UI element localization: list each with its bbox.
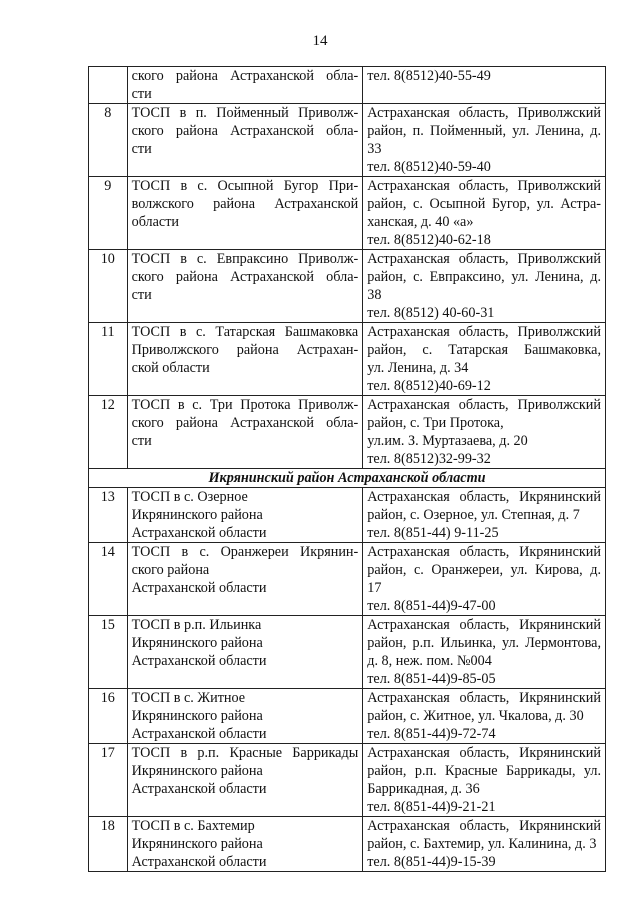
office-name-line: ского района Астраханской обла- — [131, 68, 359, 84]
office-name-line: области — [131, 214, 180, 230]
row-number: 9 — [89, 177, 128, 250]
office-name-line: Икрянинского района — [131, 708, 263, 724]
row-number: 10 — [89, 250, 128, 323]
table-body-top — [89, 67, 606, 469]
address-line: тел. 8(851-44)9-47-00 — [367, 598, 496, 614]
row-number — [89, 67, 128, 104]
address-line: д. 8, неж. пом. №004 — [367, 653, 492, 669]
office-name-line: ТОСП в р.п. Красные Баррикады — [131, 745, 359, 761]
table-row — [89, 250, 606, 323]
address-cell — [363, 250, 606, 323]
page-number: 14 — [312, 33, 328, 49]
office-name-cell — [127, 488, 363, 543]
address-line: район, п. Пойменный, ул. Ленина, д. — [367, 123, 601, 139]
address-line: Астраханская область, Приволжский — [367, 251, 601, 267]
address-line: ханская, д. 40 «а» — [367, 214, 474, 230]
row-number: 18 — [89, 817, 128, 872]
row-number: 16 — [89, 689, 128, 744]
address-line: тел. 8(8512)40-59-40 — [367, 159, 491, 175]
office-name-line: Астраханской области — [131, 854, 267, 870]
office-name-line: ского района — [131, 562, 210, 578]
section-title: Икрянинский район Астраханской области — [89, 469, 606, 488]
table-body-bottom — [89, 488, 606, 872]
office-name-line: ТОСП в с. Озерное — [131, 489, 248, 505]
address-cell — [363, 616, 606, 689]
row-number: 11 — [89, 323, 128, 396]
address-line: тел. 8(851-44)9-21-21 — [367, 799, 496, 815]
office-name-line: Икрянинского района — [131, 763, 263, 779]
address-line: тел. 8(8512)40-69-12 — [367, 378, 491, 394]
table-row — [89, 543, 606, 616]
address-line: тел. 8(8512)32-99-32 — [367, 451, 491, 467]
table-row — [89, 104, 606, 177]
table-row — [89, 488, 606, 543]
address-line: Астраханская область, Приволжский — [367, 178, 601, 194]
address-line: Астраханская область, Икрянинский — [367, 617, 601, 633]
office-name-line: Астраханской области — [131, 525, 267, 541]
address-line: тел. 8(851-44)9-15-39 — [367, 854, 496, 870]
address-line: тел. 8(851-44)9-85-05 — [367, 671, 496, 687]
tosp-table — [88, 66, 606, 872]
office-name-cell — [127, 396, 363, 469]
office-name-line: Икрянинского района — [131, 635, 263, 651]
office-name-cell — [127, 689, 363, 744]
office-name-cell — [127, 744, 363, 817]
address-line: район, с. Оранжереи, ул. Кирова, д. — [367, 562, 601, 578]
office-name-line: ТОСП в с. Осыпной Бугор При- — [131, 178, 359, 194]
address-line: Астраханская область, Икрянинский — [367, 690, 601, 706]
office-name-line: Икрянинского района — [131, 836, 263, 852]
address-cell — [363, 67, 606, 104]
address-cell — [363, 817, 606, 872]
office-name-line: сти — [131, 86, 152, 102]
office-name-line: ского района Астраханской обла- — [131, 415, 359, 431]
office-name-cell — [127, 177, 363, 250]
office-name-line: ТОСП в с. Татарская Башмаковка — [131, 324, 359, 340]
address-line: Астраханская область, Икрянинский — [367, 818, 601, 834]
address-line: тел. 8(8512)40-55-49 — [367, 68, 491, 84]
office-name-line: Астраханской области — [131, 726, 267, 742]
address-line: 33 — [367, 141, 382, 157]
address-cell — [363, 488, 606, 543]
address-line: тел. 8(8512)40-62-18 — [367, 232, 491, 248]
office-name-line: волжского района Астраханской — [131, 196, 359, 212]
address-line: район, р.п. Красные Баррикады, ул. — [367, 763, 601, 779]
office-name-line: ТОСП в с. Оранжереи Икрянин- — [131, 544, 359, 560]
address-cell — [363, 396, 606, 469]
office-name-cell — [127, 104, 363, 177]
office-name-line: сти — [131, 287, 152, 303]
address-line: район, с. Житное, ул. Чкалова, д. 30 — [367, 708, 584, 724]
section-row — [89, 469, 606, 488]
address-cell — [363, 744, 606, 817]
address-line: тел. 8(8512) 40-60-31 — [367, 305, 495, 321]
row-number: 17 — [89, 744, 128, 817]
address-line: район, с. Татарская Башмаковка, — [367, 342, 601, 358]
office-name-cell — [127, 543, 363, 616]
office-name-cell — [127, 817, 363, 872]
address-line: ул. Ленина, д. 34 — [367, 360, 469, 376]
address-line: тел. 8(851-44) 9-11-25 — [367, 525, 499, 541]
office-name-cell — [127, 67, 363, 104]
office-name-cell — [127, 323, 363, 396]
table-row — [89, 396, 606, 469]
office-name-line: ТОСП в р.п. Ильинка — [131, 617, 262, 633]
office-name-line: ского района Астраханской обла- — [131, 269, 359, 285]
address-line: район, с. Три Протока, — [367, 415, 504, 431]
office-name-line: сти — [131, 433, 152, 449]
address-line: Астраханская область, Приволжский — [367, 397, 601, 413]
row-number: 12 — [89, 396, 128, 469]
address-line: район, р.п. Ильинка, ул. Лермонтова, — [367, 635, 601, 651]
table-row — [89, 177, 606, 250]
office-name-line: сти — [131, 141, 152, 157]
address-line: Астраханская область, Икрянинский — [367, 544, 601, 560]
office-name-line: Астраханской области — [131, 653, 267, 669]
address-line: 38 — [367, 287, 382, 303]
table-row — [89, 744, 606, 817]
address-line: Астраханская область, Икрянинский — [367, 745, 601, 761]
address-cell — [363, 689, 606, 744]
address-line: Астраханская область, Икрянинский — [367, 489, 601, 505]
row-number: 14 — [89, 543, 128, 616]
office-name-line: ТОСП в п. Пойменный Приволж- — [131, 105, 359, 121]
address-line: тел. 8(851-44)9-72-74 — [367, 726, 496, 742]
office-name-line: Астраханской области — [131, 781, 267, 797]
table-row — [89, 817, 606, 872]
address-line: район, с. Евпраксино, ул. Ленина, д. — [367, 269, 601, 285]
address-line: 17 — [367, 580, 382, 596]
office-name-line: ТОСП в с. Три Протока Приволж- — [131, 397, 359, 413]
table-row — [89, 616, 606, 689]
table-row — [89, 689, 606, 744]
office-name-line: Астраханской области — [131, 580, 267, 596]
office-name-line: Приволжского района Астрахан- — [131, 342, 359, 358]
table-row — [89, 67, 606, 104]
address-line: ул.им. З. Муртазаева, д. 20 — [367, 433, 528, 449]
address-line: Баррикадная, д. 36 — [367, 781, 480, 797]
table-row — [89, 323, 606, 396]
address-cell — [363, 543, 606, 616]
office-name-line: ТОСП в с. Евпраксино Приволж- — [131, 251, 359, 267]
row-number: 8 — [89, 104, 128, 177]
address-line: район, с. Озерное, ул. Степная, д. 7 — [367, 507, 580, 523]
office-name-line: ТОСП в с. Житное — [131, 690, 246, 706]
office-name-line: ской области — [131, 360, 210, 376]
address-cell — [363, 104, 606, 177]
address-line: Астраханская область, Приволжский — [367, 105, 601, 121]
office-name-line: Икрянинского района — [131, 507, 263, 523]
table-body-section — [89, 469, 606, 488]
address-line: район, с. Осыпной Бугор, ул. Астра- — [367, 196, 601, 212]
row-number: 15 — [89, 616, 128, 689]
address-cell — [363, 323, 606, 396]
address-line: Астраханская область, Приволжский — [367, 324, 601, 340]
address-line: район, с. Бахтемир, ул. Калинина, д. 3 — [367, 836, 597, 852]
row-number: 13 — [89, 488, 128, 543]
address-cell — [363, 177, 606, 250]
office-name-cell — [127, 616, 363, 689]
office-name-line: ТОСП в с. Бахтемир — [131, 818, 255, 834]
office-name-cell — [127, 250, 363, 323]
office-name-line: ского района Астраханской обла- — [131, 123, 359, 139]
